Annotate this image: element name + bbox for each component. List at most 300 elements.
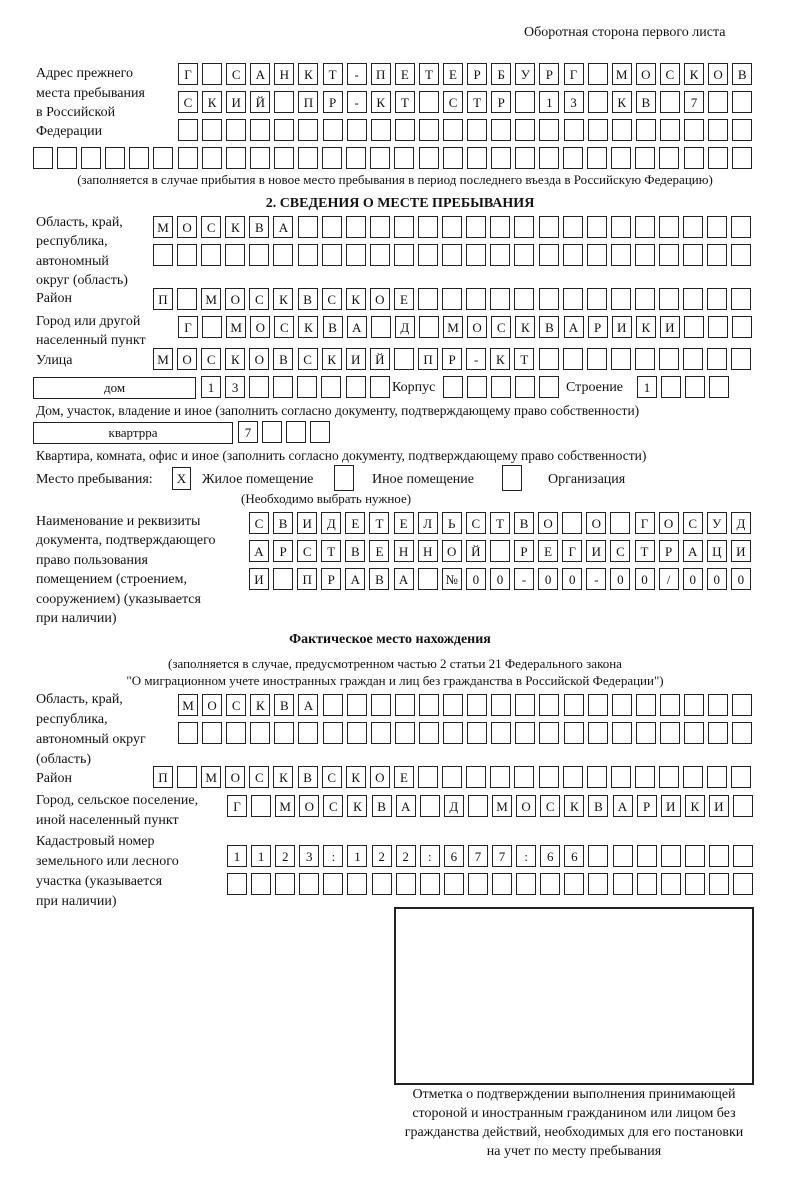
previous-address-row-1[interactable] xyxy=(178,63,756,85)
char-cell[interactable]: 1 xyxy=(201,376,221,398)
char-cell[interactable] xyxy=(708,722,728,744)
char-cell[interactable] xyxy=(610,512,630,534)
char-cell[interactable]: И xyxy=(731,540,751,562)
char-cell[interactable] xyxy=(683,766,703,788)
char-cell[interactable] xyxy=(635,244,655,266)
char-cell[interactable] xyxy=(683,288,703,310)
char-cell[interactable]: Р xyxy=(321,568,341,590)
char-cell[interactable]: 6 xyxy=(540,845,560,867)
char-cell[interactable]: 6 xyxy=(444,845,464,867)
char-cell[interactable]: - xyxy=(347,91,367,113)
char-cell[interactable]: - xyxy=(347,63,367,85)
char-cell[interactable]: К xyxy=(612,91,632,113)
char-cell[interactable] xyxy=(661,873,681,895)
char-cell[interactable] xyxy=(685,376,705,398)
char-cell[interactable] xyxy=(732,694,752,716)
district-row[interactable] xyxy=(153,288,755,310)
char-cell[interactable] xyxy=(396,873,416,895)
document-row-2[interactable] xyxy=(249,540,755,562)
char-cell[interactable] xyxy=(563,216,583,238)
char-cell[interactable] xyxy=(467,147,487,169)
char-cell[interactable]: О xyxy=(708,63,728,85)
char-cell[interactable]: С xyxy=(323,795,343,817)
char-cell[interactable]: К xyxy=(564,795,584,817)
char-cell[interactable] xyxy=(371,722,391,744)
apartment-type-field[interactable]: квартрра xyxy=(33,422,233,444)
actual-city-row[interactable] xyxy=(227,795,757,817)
char-cell[interactable]: Ц xyxy=(707,540,727,562)
char-cell[interactable]: А xyxy=(683,540,703,562)
char-cell[interactable] xyxy=(587,348,607,370)
char-cell[interactable] xyxy=(588,845,608,867)
char-cell[interactable] xyxy=(273,568,293,590)
char-cell[interactable] xyxy=(249,376,269,398)
char-cell[interactable]: - xyxy=(586,568,606,590)
previous-address-row-2[interactable] xyxy=(178,91,756,113)
char-cell[interactable] xyxy=(731,288,751,310)
char-cell[interactable]: Р xyxy=(659,540,679,562)
char-cell[interactable] xyxy=(732,91,752,113)
char-cell[interactable]: И xyxy=(226,91,246,113)
char-cell[interactable] xyxy=(467,722,487,744)
char-cell[interactable] xyxy=(443,722,463,744)
char-cell[interactable] xyxy=(468,795,488,817)
char-cell[interactable]: 0 xyxy=(683,568,703,590)
char-cell[interactable]: Г xyxy=(227,795,247,817)
char-cell[interactable]: К xyxy=(273,288,293,310)
char-cell[interactable] xyxy=(612,119,632,141)
char-cell[interactable]: И xyxy=(612,316,632,338)
char-cell[interactable] xyxy=(466,288,486,310)
char-cell[interactable]: М xyxy=(275,795,295,817)
char-cell[interactable]: И xyxy=(661,795,681,817)
char-cell[interactable] xyxy=(733,795,753,817)
char-cell[interactable] xyxy=(732,119,752,141)
char-cell[interactable]: П xyxy=(153,288,173,310)
char-cell[interactable]: Д xyxy=(395,316,415,338)
char-cell[interactable]: И xyxy=(709,795,729,817)
char-cell[interactable] xyxy=(587,147,607,169)
char-cell[interactable] xyxy=(709,873,729,895)
char-cell[interactable] xyxy=(323,873,343,895)
char-cell[interactable]: В xyxy=(323,316,343,338)
char-cell[interactable]: Д xyxy=(321,512,341,534)
char-cell[interactable] xyxy=(659,244,679,266)
char-cell[interactable] xyxy=(321,376,341,398)
char-cell[interactable]: - xyxy=(466,348,486,370)
char-cell[interactable] xyxy=(420,873,440,895)
char-cell[interactable] xyxy=(732,147,752,169)
char-cell[interactable] xyxy=(273,376,293,398)
char-cell[interactable] xyxy=(563,766,583,788)
char-cell[interactable] xyxy=(225,244,245,266)
char-cell[interactable] xyxy=(394,244,414,266)
char-cell[interactable] xyxy=(732,316,752,338)
char-cell[interactable] xyxy=(685,845,705,867)
char-cell[interactable]: Р xyxy=(467,63,487,85)
char-cell[interactable] xyxy=(299,873,319,895)
char-cell[interactable] xyxy=(371,694,391,716)
char-cell[interactable]: - xyxy=(514,568,534,590)
char-cell[interactable] xyxy=(539,216,559,238)
char-cell[interactable]: Т xyxy=(490,512,510,534)
char-cell[interactable]: М xyxy=(443,316,463,338)
char-cell[interactable]: В xyxy=(514,512,534,534)
char-cell[interactable] xyxy=(178,119,198,141)
document-row-3[interactable] xyxy=(249,568,755,590)
char-cell[interactable] xyxy=(490,288,510,310)
char-cell[interactable] xyxy=(637,845,657,867)
char-cell[interactable]: М xyxy=(612,63,632,85)
char-cell[interactable]: В xyxy=(636,91,656,113)
char-cell[interactable]: А xyxy=(396,795,416,817)
char-cell[interactable]: С xyxy=(201,216,221,238)
char-cell[interactable]: С xyxy=(297,540,317,562)
char-cell[interactable]: А xyxy=(564,316,584,338)
char-cell[interactable] xyxy=(563,348,583,370)
char-cell[interactable] xyxy=(274,147,294,169)
char-cell[interactable] xyxy=(347,722,367,744)
char-cell[interactable] xyxy=(491,694,511,716)
city-row[interactable] xyxy=(178,316,756,338)
char-cell[interactable] xyxy=(466,216,486,238)
char-cell[interactable] xyxy=(346,244,366,266)
char-cell[interactable]: Г xyxy=(178,63,198,85)
char-cell[interactable] xyxy=(562,512,582,534)
region-row-2[interactable] xyxy=(153,244,755,266)
document-row-1[interactable] xyxy=(249,512,755,534)
char-cell[interactable]: № xyxy=(442,568,462,590)
char-cell[interactable] xyxy=(515,119,535,141)
char-cell[interactable] xyxy=(684,722,704,744)
char-cell[interactable] xyxy=(708,316,728,338)
char-cell[interactable] xyxy=(709,376,729,398)
char-cell[interactable] xyxy=(490,216,510,238)
char-cell[interactable]: С xyxy=(443,91,463,113)
char-cell[interactable] xyxy=(419,722,439,744)
char-cell[interactable]: К xyxy=(322,348,342,370)
char-cell[interactable] xyxy=(732,722,752,744)
char-cell[interactable] xyxy=(418,766,438,788)
char-cell[interactable]: В xyxy=(372,795,392,817)
char-cell[interactable]: С xyxy=(201,348,221,370)
char-cell[interactable] xyxy=(635,766,655,788)
char-cell[interactable] xyxy=(611,348,631,370)
actual-district-row[interactable] xyxy=(153,766,755,788)
char-cell[interactable] xyxy=(57,147,77,169)
char-cell[interactable]: А xyxy=(613,795,633,817)
char-cell[interactable]: О xyxy=(225,766,245,788)
char-cell[interactable] xyxy=(635,288,655,310)
actual-region-row-1[interactable] xyxy=(178,694,756,716)
char-cell[interactable] xyxy=(612,694,632,716)
char-cell[interactable] xyxy=(683,348,703,370)
char-cell[interactable]: С xyxy=(274,316,294,338)
char-cell[interactable]: 3 xyxy=(564,91,584,113)
checkbox-other-premises[interactable] xyxy=(334,465,354,491)
char-cell[interactable] xyxy=(442,244,462,266)
char-cell[interactable] xyxy=(251,873,271,895)
char-cell[interactable]: О xyxy=(250,316,270,338)
char-cell[interactable] xyxy=(539,244,559,266)
char-cell[interactable] xyxy=(418,288,438,310)
char-cell[interactable]: Е xyxy=(394,512,414,534)
char-cell[interactable] xyxy=(298,147,318,169)
char-cell[interactable] xyxy=(419,694,439,716)
char-cell[interactable]: Б xyxy=(491,63,511,85)
char-cell[interactable]: Ь xyxy=(442,512,462,534)
char-cell[interactable]: А xyxy=(249,540,269,562)
char-cell[interactable] xyxy=(613,845,633,867)
char-cell[interactable]: П xyxy=(153,766,173,788)
char-cell[interactable]: К xyxy=(347,795,367,817)
actual-region-row-2[interactable] xyxy=(178,722,756,744)
char-cell[interactable] xyxy=(490,766,510,788)
char-cell[interactable] xyxy=(660,694,680,716)
char-cell[interactable]: А xyxy=(345,568,365,590)
char-cell[interactable] xyxy=(587,288,607,310)
char-cell[interactable] xyxy=(660,91,680,113)
char-cell[interactable]: С xyxy=(322,288,342,310)
char-cell[interactable]: Л xyxy=(418,512,438,534)
char-cell[interactable] xyxy=(202,63,222,85)
char-cell[interactable] xyxy=(611,244,631,266)
char-cell[interactable] xyxy=(659,147,679,169)
char-cell[interactable]: К xyxy=(346,288,366,310)
char-cell[interactable] xyxy=(249,244,269,266)
char-cell[interactable]: К xyxy=(636,316,656,338)
char-cell[interactable]: П xyxy=(371,63,391,85)
char-cell[interactable] xyxy=(443,147,463,169)
char-cell[interactable]: Д xyxy=(731,512,751,534)
char-cell[interactable]: У xyxy=(515,63,535,85)
char-cell[interactable] xyxy=(540,873,560,895)
char-cell[interactable]: 1 xyxy=(637,376,657,398)
char-cell[interactable] xyxy=(492,873,512,895)
char-cell[interactable] xyxy=(467,119,487,141)
char-cell[interactable] xyxy=(635,216,655,238)
char-cell[interactable] xyxy=(514,216,534,238)
house-number-row[interactable] xyxy=(201,376,394,398)
char-cell[interactable]: О xyxy=(177,348,197,370)
char-cell[interactable]: : xyxy=(420,845,440,867)
char-cell[interactable]: Т xyxy=(514,348,534,370)
char-cell[interactable] xyxy=(563,288,583,310)
char-cell[interactable] xyxy=(659,288,679,310)
char-cell[interactable] xyxy=(708,119,728,141)
char-cell[interactable] xyxy=(539,147,559,169)
cadastral-row-2[interactable] xyxy=(227,873,757,895)
char-cell[interactable]: Й xyxy=(466,540,486,562)
char-cell[interactable]: Т xyxy=(395,91,415,113)
char-cell[interactable] xyxy=(660,722,680,744)
char-cell[interactable]: Т xyxy=(323,63,343,85)
char-cell[interactable] xyxy=(707,288,727,310)
char-cell[interactable]: В xyxy=(298,288,318,310)
char-cell[interactable]: С xyxy=(322,766,342,788)
char-cell[interactable]: Г xyxy=(564,63,584,85)
char-cell[interactable] xyxy=(177,244,197,266)
char-cell[interactable] xyxy=(226,722,246,744)
char-cell[interactable] xyxy=(684,316,704,338)
char-cell[interactable] xyxy=(322,216,342,238)
char-cell[interactable] xyxy=(514,244,534,266)
char-cell[interactable]: А xyxy=(250,63,270,85)
char-cell[interactable] xyxy=(467,376,487,398)
char-cell[interactable] xyxy=(684,119,704,141)
char-cell[interactable]: К xyxy=(250,694,270,716)
char-cell[interactable]: К xyxy=(298,63,318,85)
char-cell[interactable] xyxy=(611,288,631,310)
char-cell[interactable] xyxy=(250,722,270,744)
char-cell[interactable] xyxy=(298,216,318,238)
char-cell[interactable]: К xyxy=(371,91,391,113)
char-cell[interactable]: И xyxy=(249,568,269,590)
region-row-1[interactable] xyxy=(153,216,755,238)
char-cell[interactable] xyxy=(371,316,391,338)
checkbox-organization[interactable] xyxy=(502,465,522,491)
char-cell[interactable]: С xyxy=(249,512,269,534)
char-cell[interactable] xyxy=(636,722,656,744)
char-cell[interactable] xyxy=(491,119,511,141)
char-cell[interactable] xyxy=(707,348,727,370)
char-cell[interactable] xyxy=(33,147,53,169)
char-cell[interactable] xyxy=(442,766,462,788)
char-cell[interactable]: : xyxy=(323,845,343,867)
char-cell[interactable]: 0 xyxy=(466,568,486,590)
char-cell[interactable] xyxy=(227,873,247,895)
char-cell[interactable]: О xyxy=(370,766,390,788)
char-cell[interactable] xyxy=(177,288,197,310)
char-cell[interactable]: Т xyxy=(321,540,341,562)
char-cell[interactable]: С xyxy=(249,288,269,310)
char-cell[interactable]: В xyxy=(249,216,269,238)
char-cell[interactable]: О xyxy=(586,512,606,534)
char-cell[interactable]: Й xyxy=(370,348,390,370)
char-cell[interactable] xyxy=(491,376,511,398)
char-cell[interactable] xyxy=(611,147,631,169)
char-cell[interactable]: В xyxy=(274,694,294,716)
char-cell[interactable]: 2 xyxy=(396,845,416,867)
char-cell[interactable] xyxy=(611,216,631,238)
char-cell[interactable] xyxy=(685,873,705,895)
char-cell[interactable]: Е xyxy=(345,512,365,534)
char-cell[interactable]: 2 xyxy=(275,845,295,867)
char-cell[interactable]: О xyxy=(177,216,197,238)
char-cell[interactable] xyxy=(347,873,367,895)
char-cell[interactable] xyxy=(731,348,751,370)
char-cell[interactable]: С xyxy=(466,512,486,534)
previous-address-row-3[interactable] xyxy=(178,119,756,141)
char-cell[interactable] xyxy=(515,694,535,716)
char-cell[interactable]: / xyxy=(659,568,679,590)
char-cell[interactable]: К xyxy=(225,216,245,238)
char-cell[interactable] xyxy=(347,694,367,716)
char-cell[interactable]: Т xyxy=(467,91,487,113)
char-cell[interactable] xyxy=(443,694,463,716)
char-cell[interactable] xyxy=(539,766,559,788)
char-cell[interactable] xyxy=(394,147,414,169)
char-cell[interactable]: Р xyxy=(273,540,293,562)
char-cell[interactable]: 0 xyxy=(538,568,558,590)
char-cell[interactable]: В xyxy=(588,795,608,817)
korpus-row[interactable] xyxy=(443,376,563,398)
char-cell[interactable] xyxy=(514,766,534,788)
char-cell[interactable] xyxy=(635,348,655,370)
char-cell[interactable] xyxy=(490,540,510,562)
char-cell[interactable]: Е xyxy=(395,63,415,85)
char-cell[interactable] xyxy=(588,119,608,141)
char-cell[interactable]: С xyxy=(226,63,246,85)
char-cell[interactable] xyxy=(105,147,125,169)
char-cell[interactable]: В xyxy=(732,63,752,85)
char-cell[interactable] xyxy=(372,873,392,895)
char-cell[interactable]: 0 xyxy=(610,568,630,590)
char-cell[interactable] xyxy=(587,766,607,788)
char-cell[interactable] xyxy=(659,216,679,238)
char-cell[interactable] xyxy=(587,244,607,266)
char-cell[interactable] xyxy=(418,216,438,238)
char-cell[interactable] xyxy=(371,119,391,141)
char-cell[interactable] xyxy=(442,288,462,310)
char-cell[interactable] xyxy=(322,147,342,169)
char-cell[interactable] xyxy=(684,147,704,169)
char-cell[interactable] xyxy=(684,694,704,716)
char-cell[interactable] xyxy=(466,766,486,788)
char-cell[interactable] xyxy=(563,244,583,266)
char-cell[interactable] xyxy=(588,694,608,716)
char-cell[interactable] xyxy=(226,147,246,169)
char-cell[interactable] xyxy=(419,119,439,141)
char-cell[interactable] xyxy=(661,376,681,398)
char-cell[interactable]: Й xyxy=(250,91,270,113)
char-cell[interactable] xyxy=(347,119,367,141)
char-cell[interactable]: 0 xyxy=(731,568,751,590)
char-cell[interactable] xyxy=(636,694,656,716)
char-cell[interactable]: Е xyxy=(394,766,414,788)
char-cell[interactable] xyxy=(468,873,488,895)
char-cell[interactable] xyxy=(274,119,294,141)
char-cell[interactable]: М xyxy=(201,766,221,788)
char-cell[interactable] xyxy=(274,91,294,113)
char-cell[interactable] xyxy=(539,376,559,398)
char-cell[interactable] xyxy=(202,119,222,141)
char-cell[interactable]: В xyxy=(539,316,559,338)
char-cell[interactable]: 1 xyxy=(251,845,271,867)
street-row[interactable] xyxy=(153,348,755,370)
char-cell[interactable]: О xyxy=(659,512,679,534)
char-cell[interactable]: 0 xyxy=(707,568,727,590)
char-cell[interactable] xyxy=(515,376,535,398)
char-cell[interactable]: К xyxy=(685,795,705,817)
char-cell[interactable] xyxy=(298,722,318,744)
char-cell[interactable] xyxy=(731,244,751,266)
char-cell[interactable]: С xyxy=(683,512,703,534)
char-cell[interactable] xyxy=(564,722,584,744)
char-cell[interactable] xyxy=(250,147,270,169)
char-cell[interactable] xyxy=(707,244,727,266)
char-cell[interactable] xyxy=(564,873,584,895)
char-cell[interactable] xyxy=(420,795,440,817)
char-cell[interactable] xyxy=(515,722,535,744)
char-cell[interactable]: М xyxy=(492,795,512,817)
char-cell[interactable]: Г xyxy=(178,316,198,338)
char-cell[interactable]: Н xyxy=(418,540,438,562)
char-cell[interactable] xyxy=(226,119,246,141)
char-cell[interactable] xyxy=(466,244,486,266)
char-cell[interactable] xyxy=(274,722,294,744)
char-cell[interactable]: К xyxy=(346,766,366,788)
